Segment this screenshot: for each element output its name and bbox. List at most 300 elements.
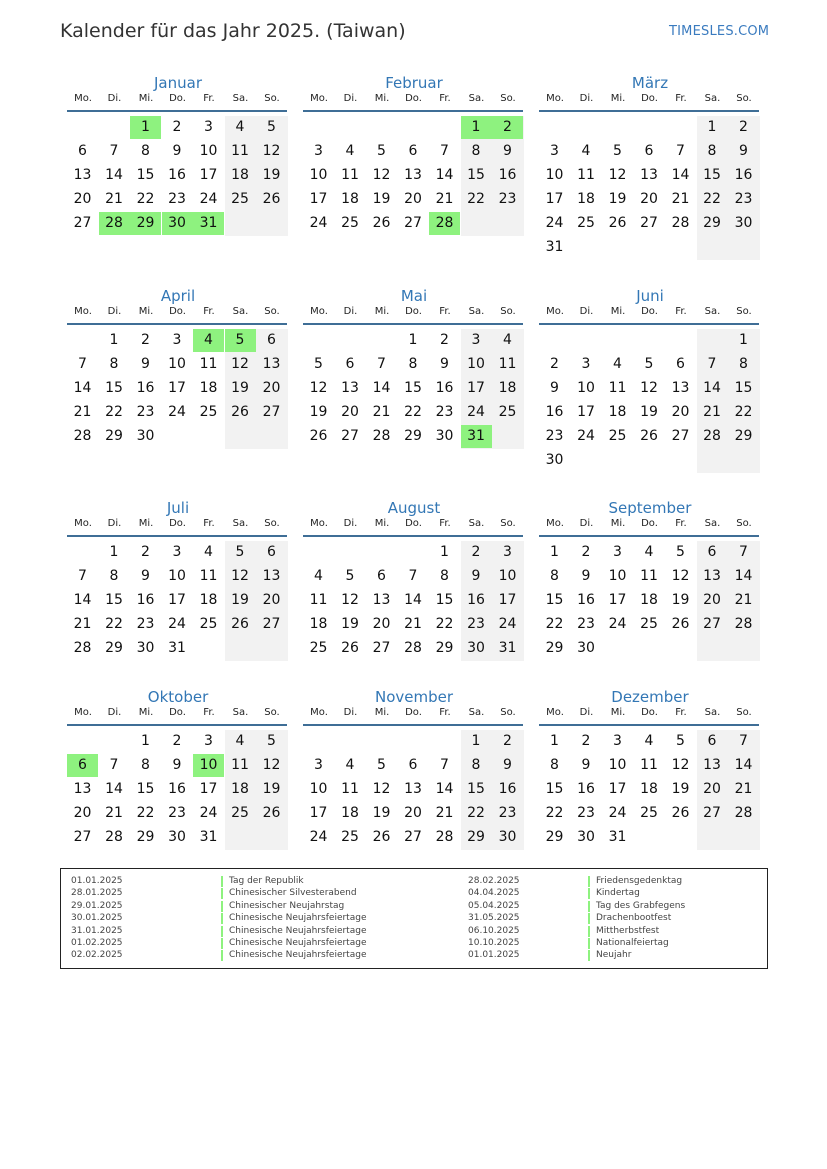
weekday-label: So.	[264, 93, 280, 104]
day-cell: 16	[498, 781, 517, 797]
day-cell: 2	[581, 544, 591, 560]
weekday-label: Fr.	[675, 518, 687, 529]
day-cell: 27	[73, 829, 92, 845]
weekday-label: Do.	[641, 93, 658, 104]
day-cell: 7	[109, 757, 119, 773]
day-cell: 14	[435, 167, 454, 183]
day-cell: 18	[199, 380, 218, 396]
day-cell: 16	[467, 592, 485, 608]
day-cell: 24	[498, 616, 517, 632]
day-cell: 4	[644, 544, 654, 560]
day-cell: 2	[440, 332, 449, 348]
day-cell: 4	[314, 568, 323, 584]
day-cell: 13	[372, 592, 391, 608]
day-cell: 31	[168, 640, 186, 656]
day-cell: 7	[377, 356, 386, 372]
day-cell: 27	[671, 428, 690, 444]
day-cell: 13	[404, 167, 422, 183]
day-cell: 6	[408, 143, 418, 159]
day-cell: 10	[168, 568, 186, 584]
day-cell: 6	[644, 143, 654, 159]
day-cell: 21	[703, 404, 721, 420]
month-name: Dezember	[611, 688, 689, 706]
day-cell: 10	[608, 757, 627, 773]
day-cell: 1	[109, 544, 119, 560]
day-cell: 19	[671, 781, 690, 797]
legend-date: 29.01.2025	[71, 900, 123, 911]
day-cell: 21	[73, 404, 92, 420]
day-cell: 24	[545, 215, 564, 231]
weekday-label: So.	[500, 93, 516, 104]
day-cell: 24	[309, 829, 328, 845]
weekday-header	[303, 93, 525, 107]
day-cell: 28	[73, 428, 92, 444]
day-cell: 30	[734, 215, 753, 231]
day-cell: 25	[640, 805, 658, 821]
day-cell: 25	[231, 191, 249, 207]
legend-holiday-name: Drachenbootfest	[596, 913, 672, 924]
day-cell: 11	[199, 568, 218, 584]
day-cell: 5	[314, 356, 323, 372]
day-cell: 19	[671, 592, 690, 608]
day-cell: 21	[734, 781, 753, 797]
day-cell: 7	[78, 356, 87, 372]
day-cell: 29	[703, 215, 721, 231]
day-cell: 20	[341, 404, 359, 420]
day-cell: 24	[199, 805, 218, 821]
day-cell: 6	[267, 332, 276, 348]
day-cell: 11	[309, 592, 328, 608]
day-cell: 27	[404, 215, 422, 231]
day-cell: 11	[577, 167, 595, 183]
weekday-header	[67, 306, 289, 320]
weekday-label: Mo.	[74, 306, 92, 317]
day-cell: 15	[105, 380, 123, 396]
weekday-header	[539, 518, 761, 532]
day-cell: 15	[545, 781, 564, 797]
day-cell: 5	[377, 143, 386, 159]
day-cell: 29	[105, 640, 123, 656]
day-cell: 8	[707, 143, 717, 159]
weekday-label: Fr.	[439, 518, 451, 529]
day-cell: 15	[435, 592, 454, 608]
day-cell: 13	[262, 356, 281, 372]
day-cell: 22	[545, 616, 564, 632]
day-cell: 6	[707, 733, 717, 749]
day-cell: 30	[435, 428, 454, 444]
legend-holiday-name: Mittherbstfest	[596, 925, 660, 936]
day-cell: 3	[172, 544, 182, 560]
day-cell: 5	[377, 757, 386, 773]
day-cell: 31	[498, 640, 517, 656]
day-cell: 8	[471, 757, 481, 773]
day-cell: 24	[467, 404, 485, 420]
day-cell: 19	[262, 167, 281, 183]
weekday-label: Mi.	[138, 93, 154, 104]
day-cell: 20	[372, 616, 391, 632]
day-cell: 26	[262, 805, 281, 821]
weekday-label: Di.	[107, 306, 122, 317]
holiday-day: 31	[193, 212, 224, 235]
day-cell: 23	[136, 404, 155, 420]
legend-holiday-name: Kindertag	[596, 888, 640, 899]
day-cell: 14	[734, 757, 753, 773]
weekday-header	[67, 707, 289, 721]
day-cell: 29	[734, 428, 753, 444]
month-name: Oktober	[147, 688, 209, 706]
day-cell: 2	[550, 356, 559, 372]
day-cell: 22	[703, 191, 721, 207]
day-cell: 9	[471, 568, 481, 584]
weekday-label: Sa.	[232, 306, 249, 317]
day-cell: 12	[608, 167, 627, 183]
day-cell: 10	[498, 568, 517, 584]
day-cell: 8	[550, 568, 559, 584]
legend-holiday-name: Chinesischer Silvesterabend	[229, 888, 357, 899]
weekday-label: So.	[264, 306, 280, 317]
day-cell: 16	[168, 167, 186, 183]
day-cell: 10	[168, 356, 186, 372]
weekday-label: Mo.	[74, 707, 92, 718]
day-cell: 4	[503, 332, 512, 348]
day-cell: 18	[577, 191, 595, 207]
legend-marker	[221, 950, 223, 961]
day-cell: 24	[309, 215, 328, 231]
day-cell: 4	[644, 733, 654, 749]
day-cell: 26	[262, 191, 281, 207]
legend-marker	[221, 938, 223, 949]
legend-marker	[221, 913, 223, 924]
day-cell: 15	[467, 167, 485, 183]
day-cell: 23	[498, 191, 517, 207]
day-cell: 30	[577, 640, 595, 656]
day-cell: 12	[309, 380, 328, 396]
weekday-label: Fr.	[439, 93, 451, 104]
day-cell: 10	[309, 167, 328, 183]
weekday-label: Mo.	[310, 93, 328, 104]
day-cell: 9	[581, 568, 591, 584]
month-name: Januar	[154, 74, 202, 92]
day-cell: 11	[608, 380, 627, 396]
weekday-label: Fr.	[675, 93, 687, 104]
day-cell: 21	[372, 404, 391, 420]
legend-date: 01.01.2025	[71, 876, 123, 886]
day-cell: 10	[608, 568, 627, 584]
day-cell: 23	[435, 404, 454, 420]
day-cell: 30	[577, 829, 595, 845]
header-rule	[539, 110, 759, 112]
weekday-label: Di.	[107, 93, 122, 104]
weekday-header	[539, 93, 761, 107]
brand-link[interactable]: TIMESLES.COM	[669, 24, 770, 39]
day-cell: 9	[172, 143, 182, 159]
holiday-day: 28	[99, 212, 130, 235]
legend-date: 04.04.2025	[468, 888, 520, 899]
day-cell: 18	[640, 592, 658, 608]
day-cell: 16	[136, 380, 155, 396]
day-cell: 28	[734, 805, 753, 821]
day-cell: 6	[78, 143, 87, 159]
weekday-label: Di.	[579, 306, 594, 317]
day-cell: 1	[141, 733, 150, 749]
day-cell: 8	[109, 568, 119, 584]
day-cell: 7	[707, 356, 717, 372]
day-cell: 10	[577, 380, 595, 396]
holiday-day: 31	[461, 425, 492, 448]
day-cell: 19	[309, 404, 328, 420]
day-cell: 13	[73, 781, 92, 797]
weekday-label: Do.	[169, 93, 186, 104]
weekday-label: Do.	[641, 707, 658, 718]
legend-marker	[221, 926, 223, 937]
day-cell: 21	[435, 805, 454, 821]
day-cell: 20	[703, 592, 721, 608]
day-cell: 9	[550, 380, 559, 396]
day-cell: 21	[404, 616, 422, 632]
day-cell: 16	[136, 592, 155, 608]
day-cell: 8	[440, 568, 449, 584]
day-cell: 8	[739, 356, 748, 372]
day-cell: 5	[644, 356, 654, 372]
day-cell: 22	[467, 191, 485, 207]
day-cell: 20	[262, 592, 281, 608]
day-cell: 3	[172, 332, 182, 348]
day-cell: 7	[408, 568, 418, 584]
month-name: Juli	[166, 499, 190, 517]
day-cell: 21	[671, 191, 690, 207]
weekday-label: Sa.	[704, 518, 721, 529]
weekday-label: Do.	[641, 306, 658, 317]
day-cell: 16	[577, 592, 595, 608]
day-cell: 26	[372, 215, 391, 231]
day-cell: 12	[372, 167, 391, 183]
legend-date: 28.01.2025	[71, 888, 123, 899]
day-cell: 26	[671, 616, 690, 632]
weekday-label: Di.	[107, 518, 122, 529]
day-cell: 2	[581, 733, 591, 749]
day-cell: 14	[404, 592, 422, 608]
day-cell: 2	[172, 733, 182, 749]
day-cell: 20	[404, 191, 422, 207]
day-cell: 11	[231, 143, 249, 159]
day-cell: 5	[676, 733, 685, 749]
day-cell: 14	[105, 781, 123, 797]
weekday-label: Mo.	[310, 707, 328, 718]
day-cell: 7	[109, 143, 119, 159]
day-cell: 13	[703, 568, 721, 584]
day-cell: 7	[739, 733, 748, 749]
day-cell: 16	[435, 380, 454, 396]
day-cell: 5	[676, 544, 685, 560]
month-name: November	[374, 688, 454, 706]
legend-holiday-name: Friedensgedenktag	[596, 876, 683, 886]
weekday-label: Mo.	[310, 518, 328, 529]
weekday-label: Di.	[579, 518, 594, 529]
header-rule	[539, 323, 759, 325]
weekday-header	[539, 707, 761, 721]
day-cell: 15	[545, 592, 564, 608]
legend-date: 06.10.2025	[468, 925, 520, 936]
day-cell: 4	[345, 143, 355, 159]
day-cell: 14	[703, 380, 721, 396]
day-cell: 7	[739, 544, 748, 560]
day-cell: 6	[707, 544, 717, 560]
legend-marker	[588, 901, 590, 912]
legend-marker	[588, 926, 590, 937]
day-cell: 14	[105, 167, 123, 183]
month-name: September	[608, 499, 692, 517]
day-cell: 12	[231, 356, 249, 372]
day-cell: 12	[231, 568, 249, 584]
day-cell: 26	[231, 616, 249, 632]
weekday-label: Do.	[405, 518, 422, 529]
holiday-day: 30	[162, 212, 193, 235]
day-cell: 30	[467, 640, 485, 656]
legend-holiday-name: Chinesische Neujahrsfeiertage	[229, 925, 367, 936]
day-cell: 28	[703, 428, 721, 444]
day-cell: 25	[577, 215, 595, 231]
day-cell: 23	[498, 805, 517, 821]
day-cell: 1	[550, 544, 559, 560]
day-cell: 13	[640, 167, 658, 183]
day-cell: 1	[471, 733, 481, 749]
holiday-day: 6	[67, 754, 98, 777]
day-cell: 4	[613, 356, 622, 372]
day-cell: 17	[498, 592, 517, 608]
day-cell: 10	[545, 167, 564, 183]
weekday-label: Do.	[405, 93, 422, 104]
day-cell: 30	[498, 829, 517, 845]
weekday-label: Mo.	[74, 93, 92, 104]
weekday-label: Mi.	[374, 306, 390, 317]
day-cell: 18	[341, 191, 359, 207]
legend-date: 31.01.2025	[71, 925, 123, 936]
day-cell: 5	[235, 544, 245, 560]
day-cell: 14	[734, 568, 753, 584]
weekday-label: Mi.	[610, 707, 626, 718]
day-cell: 18	[498, 380, 517, 396]
day-cell: 2	[503, 733, 512, 749]
day-cell: 4	[235, 733, 245, 749]
weekday-label: So.	[736, 93, 752, 104]
day-cell: 19	[341, 616, 359, 632]
day-cell: 13	[404, 781, 422, 797]
day-cell: 19	[231, 380, 249, 396]
weekday-label: Do.	[169, 306, 186, 317]
weekday-label: Sa.	[232, 707, 249, 718]
day-cell: 4	[235, 119, 245, 135]
day-cell: 8	[408, 356, 418, 372]
header-rule	[67, 724, 287, 726]
day-cell: 15	[136, 167, 155, 183]
weekday-label: Di.	[343, 306, 358, 317]
day-cell: 4	[204, 544, 213, 560]
day-cell: 22	[105, 616, 123, 632]
day-cell: 3	[613, 544, 622, 560]
day-cell: 16	[168, 781, 186, 797]
day-cell: 24	[577, 428, 595, 444]
day-cell: 11	[231, 757, 249, 773]
weekday-label: Di.	[343, 518, 358, 529]
day-cell: 26	[608, 215, 627, 231]
weekday-label: So.	[500, 306, 516, 317]
day-cell: 28	[435, 829, 454, 845]
day-cell: 20	[404, 805, 422, 821]
weekday-label: Sa.	[704, 93, 721, 104]
day-cell: 26	[671, 805, 690, 821]
day-cell: 20	[640, 191, 658, 207]
legend-date: 30.01.2025	[71, 913, 123, 924]
day-cell: 27	[262, 616, 281, 632]
day-cell: 3	[204, 733, 213, 749]
legend-date: 05.04.2025	[468, 900, 520, 911]
day-cell: 17	[608, 592, 627, 608]
weekday-label: Mo.	[546, 707, 564, 718]
weekday-label: Do.	[169, 518, 186, 529]
day-cell: 12	[262, 143, 281, 159]
day-cell: 23	[545, 428, 564, 444]
weekday-header	[303, 306, 525, 320]
day-cell: 25	[199, 616, 218, 632]
day-cell: 18	[608, 404, 627, 420]
day-cell: 23	[467, 616, 485, 632]
day-cell: 14	[73, 380, 92, 396]
day-cell: 25	[498, 404, 517, 420]
header-rule	[539, 535, 759, 537]
day-cell: 22	[404, 404, 422, 420]
day-cell: 7	[676, 143, 685, 159]
day-cell: 23	[136, 616, 155, 632]
legend-marker	[588, 950, 590, 961]
day-cell: 29	[105, 428, 123, 444]
day-cell: 29	[435, 640, 454, 656]
day-cell: 20	[262, 380, 281, 396]
day-cell: 27	[640, 215, 658, 231]
day-cell: 4	[581, 143, 591, 159]
weekday-label: Do.	[405, 306, 422, 317]
day-cell: 2	[172, 119, 182, 135]
day-cell: 30	[136, 428, 155, 444]
day-cell: 26	[231, 404, 249, 420]
day-cell: 14	[372, 380, 391, 396]
day-cell: 17	[199, 781, 218, 797]
day-cell: 8	[550, 757, 559, 773]
day-cell: 15	[105, 592, 123, 608]
legend-holiday-name: Neujahr	[596, 950, 632, 961]
legend-marker	[588, 938, 590, 949]
month-name: April	[160, 287, 196, 305]
day-cell: 6	[676, 356, 685, 372]
day-cell: 14	[73, 592, 92, 608]
holiday-day: 5	[225, 329, 256, 352]
weekday-label: Fr.	[203, 93, 215, 104]
day-cell: 22	[545, 805, 564, 821]
weekday-label: Di.	[343, 93, 358, 104]
day-cell: 3	[613, 733, 622, 749]
day-cell: 16	[734, 167, 753, 183]
legend-holiday-name: Chinesische Neujahrsfeiertage	[229, 938, 367, 948]
day-cell: 10	[467, 356, 485, 372]
day-cell: 21	[105, 805, 123, 821]
day-cell: 17	[608, 781, 627, 797]
header-rule	[303, 724, 523, 726]
day-cell: 16	[498, 167, 517, 183]
day-cell: 17	[309, 805, 328, 821]
legend-holiday-name: Nationalfeiertag	[596, 938, 669, 948]
weekday-label: Sa.	[468, 707, 485, 718]
day-cell: 9	[581, 757, 591, 773]
day-cell: 11	[640, 757, 658, 773]
